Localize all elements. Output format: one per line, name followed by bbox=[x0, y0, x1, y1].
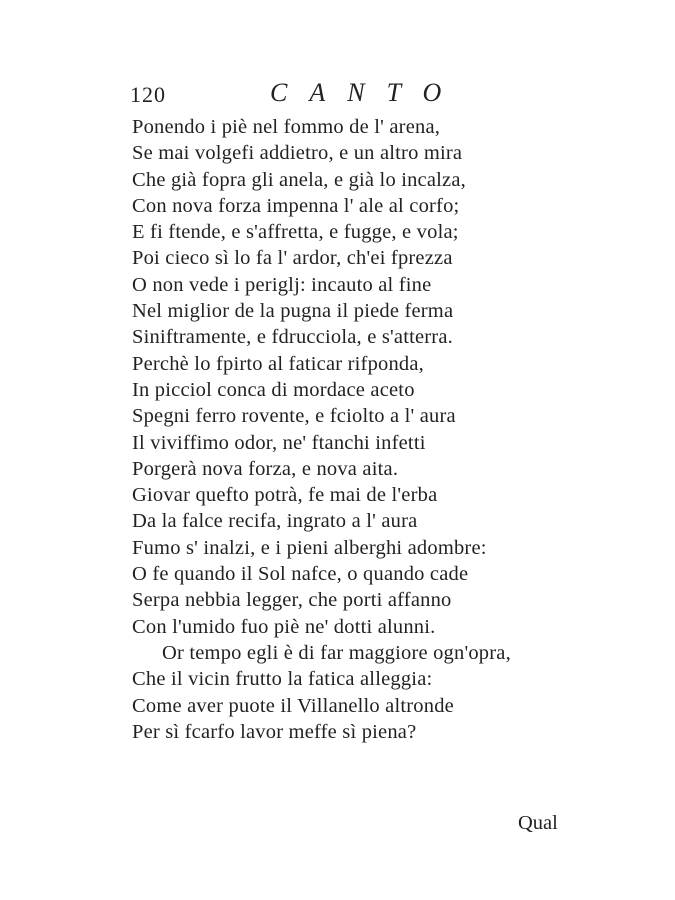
verse-line: Se mai volgefi addietro, e un altro mira bbox=[132, 142, 463, 165]
verse-line: Serpa nebbia legger, che porti affanno bbox=[132, 589, 452, 612]
poem-verses bbox=[132, 114, 552, 745]
verse-line: O fe quando il Sol nafce, o quando cade bbox=[132, 563, 469, 586]
running-head: CANTO bbox=[270, 78, 464, 107]
verse-line: Fumo s' inalzi, e i pieni alberghi adombre: bbox=[132, 536, 487, 559]
verse-line: Nel miglior de la pugna il piede ferma bbox=[132, 300, 454, 323]
verse-line: Ponendo i piè nel fommo de l' arena, bbox=[132, 116, 441, 138]
verse-line: Poi cieco sì lo fa l' ardor, ch'ei fprezza bbox=[132, 247, 453, 270]
verse-line: Spegni ferro rovente, e fciolto a l' aura bbox=[132, 405, 456, 428]
verse-line: Che già fopra gli anela, e già lo incalza, bbox=[132, 168, 466, 191]
page-header bbox=[130, 78, 550, 118]
verse-line: Con l'umido fuo piè ne' dotti alunni. bbox=[132, 615, 436, 638]
verse-line: Come aver puote il Villanello altronde bbox=[132, 694, 454, 717]
verse-line: Or tempo egli è di far maggiore ogn'opra, bbox=[162, 641, 511, 664]
verse-line: O non vede i periglj: incauto al fine bbox=[132, 273, 432, 296]
verse-line: Da la falce recifa, ingrato a l' aura bbox=[132, 510, 418, 533]
verse-line: E fi ftende, e s'affretta, e fugge, e vola; bbox=[132, 221, 459, 244]
verse-line: Giovar quefto potrà, fe mai de l'erba bbox=[132, 484, 438, 507]
verse-line: Il viviffimo odor, ne' ftanchi infetti bbox=[132, 431, 426, 454]
verse-line: Siniftramente, e fdrucciola, e s'atterra. bbox=[132, 326, 453, 349]
page-number: 120 bbox=[130, 82, 166, 107]
verse-line: Per sì fcarfo lavor meffe sì piena? bbox=[132, 720, 417, 743]
verse-line: Che il vicin frutto la fatica alleggia: bbox=[132, 668, 433, 691]
verse-line: Perchè lo fpirto al faticar rifponda, bbox=[132, 352, 424, 375]
catchword: Qual bbox=[518, 812, 558, 834]
verse-line: In picciol conca di mordace aceto bbox=[132, 378, 415, 401]
verse-line: Con nova forza impenna l' ale al corfo; bbox=[132, 194, 460, 217]
verse-line: Porgerà nova forza, e nova aita. bbox=[132, 457, 399, 480]
